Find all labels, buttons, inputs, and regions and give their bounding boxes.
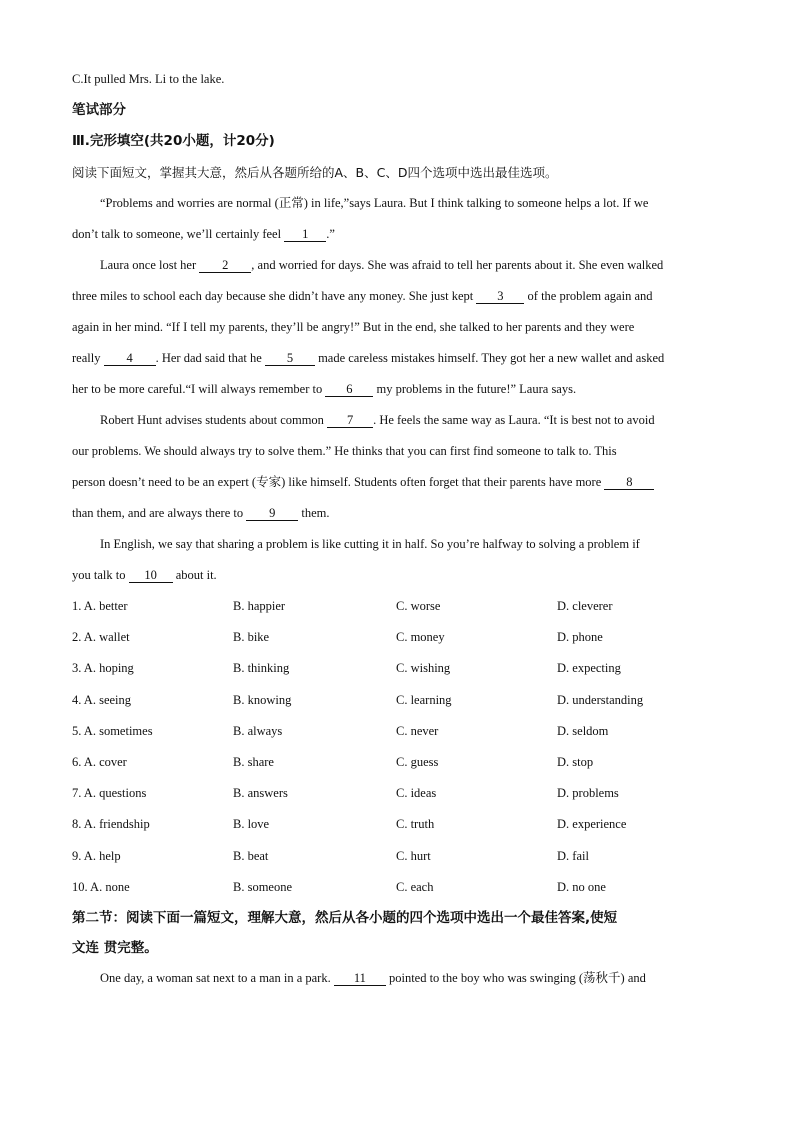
option-1b: B. happier [233, 599, 286, 613]
option-2b: B. bike [233, 630, 270, 645]
option-10b: B. someone [233, 879, 293, 894]
option-line: C.It pulled Mrs. Li to the lake. [72, 72, 225, 86]
passage-line: don’t talk to someone, we’ll certainly feel 1 .” [72, 227, 335, 241]
option-2c: C. money [396, 630, 445, 645]
passage-line: her to be more careful.“I will always remember to 6 my problems in the future!” Laura says. [72, 382, 577, 396]
blank-4: 4 [104, 351, 156, 366]
passage-line: Robert Hunt advises students about common 7 . He feels the same way as Laura. “It is best not to avoid [100, 413, 655, 427]
option-3b: B. thinking [233, 661, 290, 676]
passage-line: than them, and are always there to 9 them. [72, 506, 330, 520]
option-4a: 4. A. seeing [72, 692, 132, 707]
option-4d: D. understanding [557, 692, 644, 707]
option-1a: 1. A. better [72, 599, 128, 613]
option-3d: D. expecting [557, 661, 621, 676]
passage-line: three miles to school each day because she didn’t have any money. She just kept 3 of the problem again and [72, 289, 653, 303]
question-options [72, 591, 722, 903]
option-6b: B. share [233, 755, 274, 770]
option-8a: 8. A. friendship [72, 817, 150, 832]
passage-line: really 4 . Her dad said that he 5 made careless mistakes himself. They got her a new wallet and asked [72, 351, 665, 365]
option-3a: 3. A. hoping [72, 661, 134, 676]
option-10c: C. each [396, 879, 434, 894]
option-2d: D. phone [557, 630, 603, 645]
option-2a: 2. A. wallet [72, 630, 130, 645]
blank-7: 7 [327, 413, 373, 428]
option-6c: C. guess [396, 755, 439, 770]
option-6d: D. stop [557, 755, 594, 770]
option-6a: 6. A. cover [72, 755, 127, 770]
passage-line: In English, we say that sharing a problem is like cutting it in half. So you’re halfway to solving a problem if [100, 537, 640, 551]
option-7c: C. ideas [396, 786, 437, 801]
option-5d: D. seldom [557, 723, 609, 738]
passage-line: you talk to 10 about it. [72, 568, 217, 582]
section-heading-written: 笔试部分 [72, 102, 126, 118]
option-1d: D. cleverer [557, 599, 613, 613]
blank-6: 6 [325, 382, 373, 397]
option-10a: 10. A. none [72, 879, 130, 894]
blank-5: 5 [265, 351, 315, 366]
passage-line: person doesn’t need to be an expert (专家) like himself. Students often forget that their parents have more 8 [72, 467, 722, 498]
blank-11: 11 [334, 971, 386, 986]
blank-1: 1 [284, 227, 326, 242]
option-9c: C. hurt [396, 848, 431, 863]
option-5b: B. always [233, 723, 283, 738]
option-7b: B. answers [233, 786, 288, 801]
passage-line: our problems. We should always try to solve them.” He thinks that you can first find someone to talk to. This [72, 444, 617, 458]
passage-line: “Problems and worries are normal (正常) in life,”says Laura. But I think talking to someone helps a lot. If we [100, 196, 649, 210]
passage-line: One day, a woman sat next to a man in a park. 11 pointed to the boy who was swinging (荡秋千) and [100, 971, 646, 986]
blank-8: 8 [604, 475, 654, 490]
option-8c: C. truth [396, 817, 435, 832]
option-9a: 9. A. help [72, 848, 121, 863]
option-10d: D. no one [557, 879, 606, 894]
option-8d: D. experience [557, 817, 627, 832]
passage-line: again in her mind. “If I tell my parents, they’ll be angry!” But in the end, she talked to her parents and they were [72, 320, 635, 334]
option-8b: B. love [233, 817, 270, 832]
blank-2: 2 [199, 258, 251, 273]
instruction-text: 阅读下面短文，掌握其大意，然后从各题所给的A、B、C、D四个选项中选出最佳选项。 [72, 165, 558, 180]
passage-line: Laura once lost her 2 , and worried for days. She was afraid to tell her parents about it. She even walked [100, 258, 664, 272]
option-7d: D. problems [557, 786, 619, 801]
section-heading-cloze: Ⅲ.完形填空(共20小题，计20分) [72, 133, 275, 149]
option-4b: B. knowing [233, 692, 292, 707]
option-3c: C. wishing [396, 661, 451, 676]
document-page [72, 64, 722, 994]
option-5a: 5. A. sometimes [72, 723, 153, 738]
blank-9: 9 [246, 506, 298, 521]
option-7a: 7. A. questions [72, 786, 147, 801]
option-9b: B. beat [233, 848, 269, 863]
blank-10: 10 [129, 568, 173, 583]
option-9d: D. fail [557, 848, 589, 863]
option-1c: C. worse [396, 599, 441, 613]
section-heading-reading: 第二节：阅读下面一篇短文，理解大意，然后从各小题的四个选项中选出一个最佳答案,使短 文连 贯完整。 [72, 910, 618, 957]
blank-3: 3 [476, 289, 524, 304]
option-5c: C. never [396, 723, 439, 738]
option-4c: C. learning [396, 692, 452, 707]
